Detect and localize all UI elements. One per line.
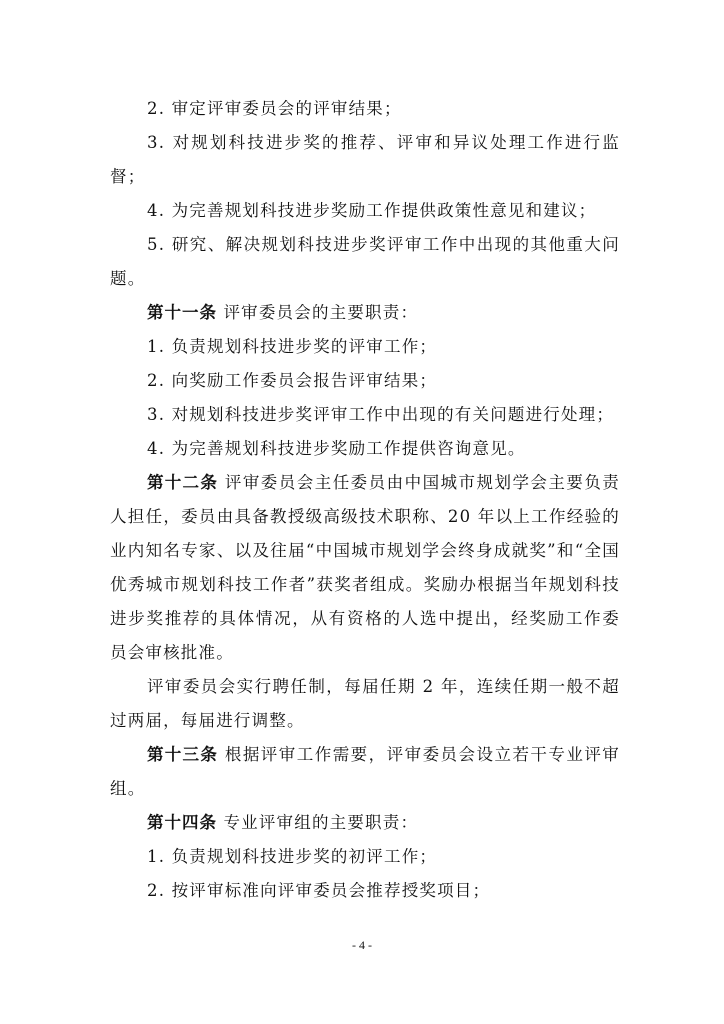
paragraph: 3. 对规划科技进步奖的推荐、评审和异议处理工作进行监督； — [110, 133, 620, 186]
article-paragraph: 第十二条 评审委员会主任委员由中国城市规划学会主要负责人担任，委员由具备教授级高级技术职称、20 年以上工作经验的业内知名专家、以及往届“中国城市规划学会终身成就奖”和“全国优秀城市规划科技工作者”获奖者组成。奖励办根据当年规划科技进步奖推荐的具体情况，从有资格的人选中提出，经奖励工作委员会审核批准。 — [110, 473, 621, 662]
body-text — [110, 92, 620, 908]
page-number: - 4 - — [352, 938, 372, 952]
paragraph: 4. 为完善规划科技进步奖励工作提供政策性意见和建议； — [147, 201, 597, 220]
paragraph: 2. 按评审标准向评审委员会推荐授奖项目； — [147, 881, 491, 900]
article-paragraph: 第十三条 根据评审工作需要，评审委员会设立若干专业评审组。 — [110, 745, 621, 798]
paragraph: 2. 向奖励工作委员会报告评审结果； — [147, 371, 438, 390]
article-heading: 第十四条 — [147, 813, 217, 832]
paragraph: 评审委员会实行聘任制，每届任期 2 年，连续任期一般不超过两届，每届进行调整。 — [110, 677, 620, 730]
article-paragraph: 第十一条 评审委员会的主要职责： — [147, 303, 419, 322]
paragraph: 1. 负责规划科技进步奖的评审工作； — [147, 337, 438, 356]
article-heading: 第十三条 — [147, 745, 219, 764]
article-paragraph: 第十四条 专业评审组的主要职责： — [147, 813, 419, 832]
paragraph: 1. 负责规划科技进步奖的初评工作； — [147, 847, 438, 866]
article-heading: 第十二条 — [147, 473, 219, 492]
article-heading: 第十一条 — [147, 303, 217, 322]
paragraph: 4. 为完善规划科技进步奖励工作提供咨询意见。 — [147, 439, 526, 458]
paragraph: 3. 对规划科技进步奖评审工作中出现的有关问题进行处理； — [147, 405, 615, 424]
paragraph: 2. 审定评审委员会的评审结果； — [147, 99, 402, 118]
paragraph: 5. 研究、解决规划科技进步奖评审工作中出现的其他重大问题。 — [110, 235, 620, 288]
